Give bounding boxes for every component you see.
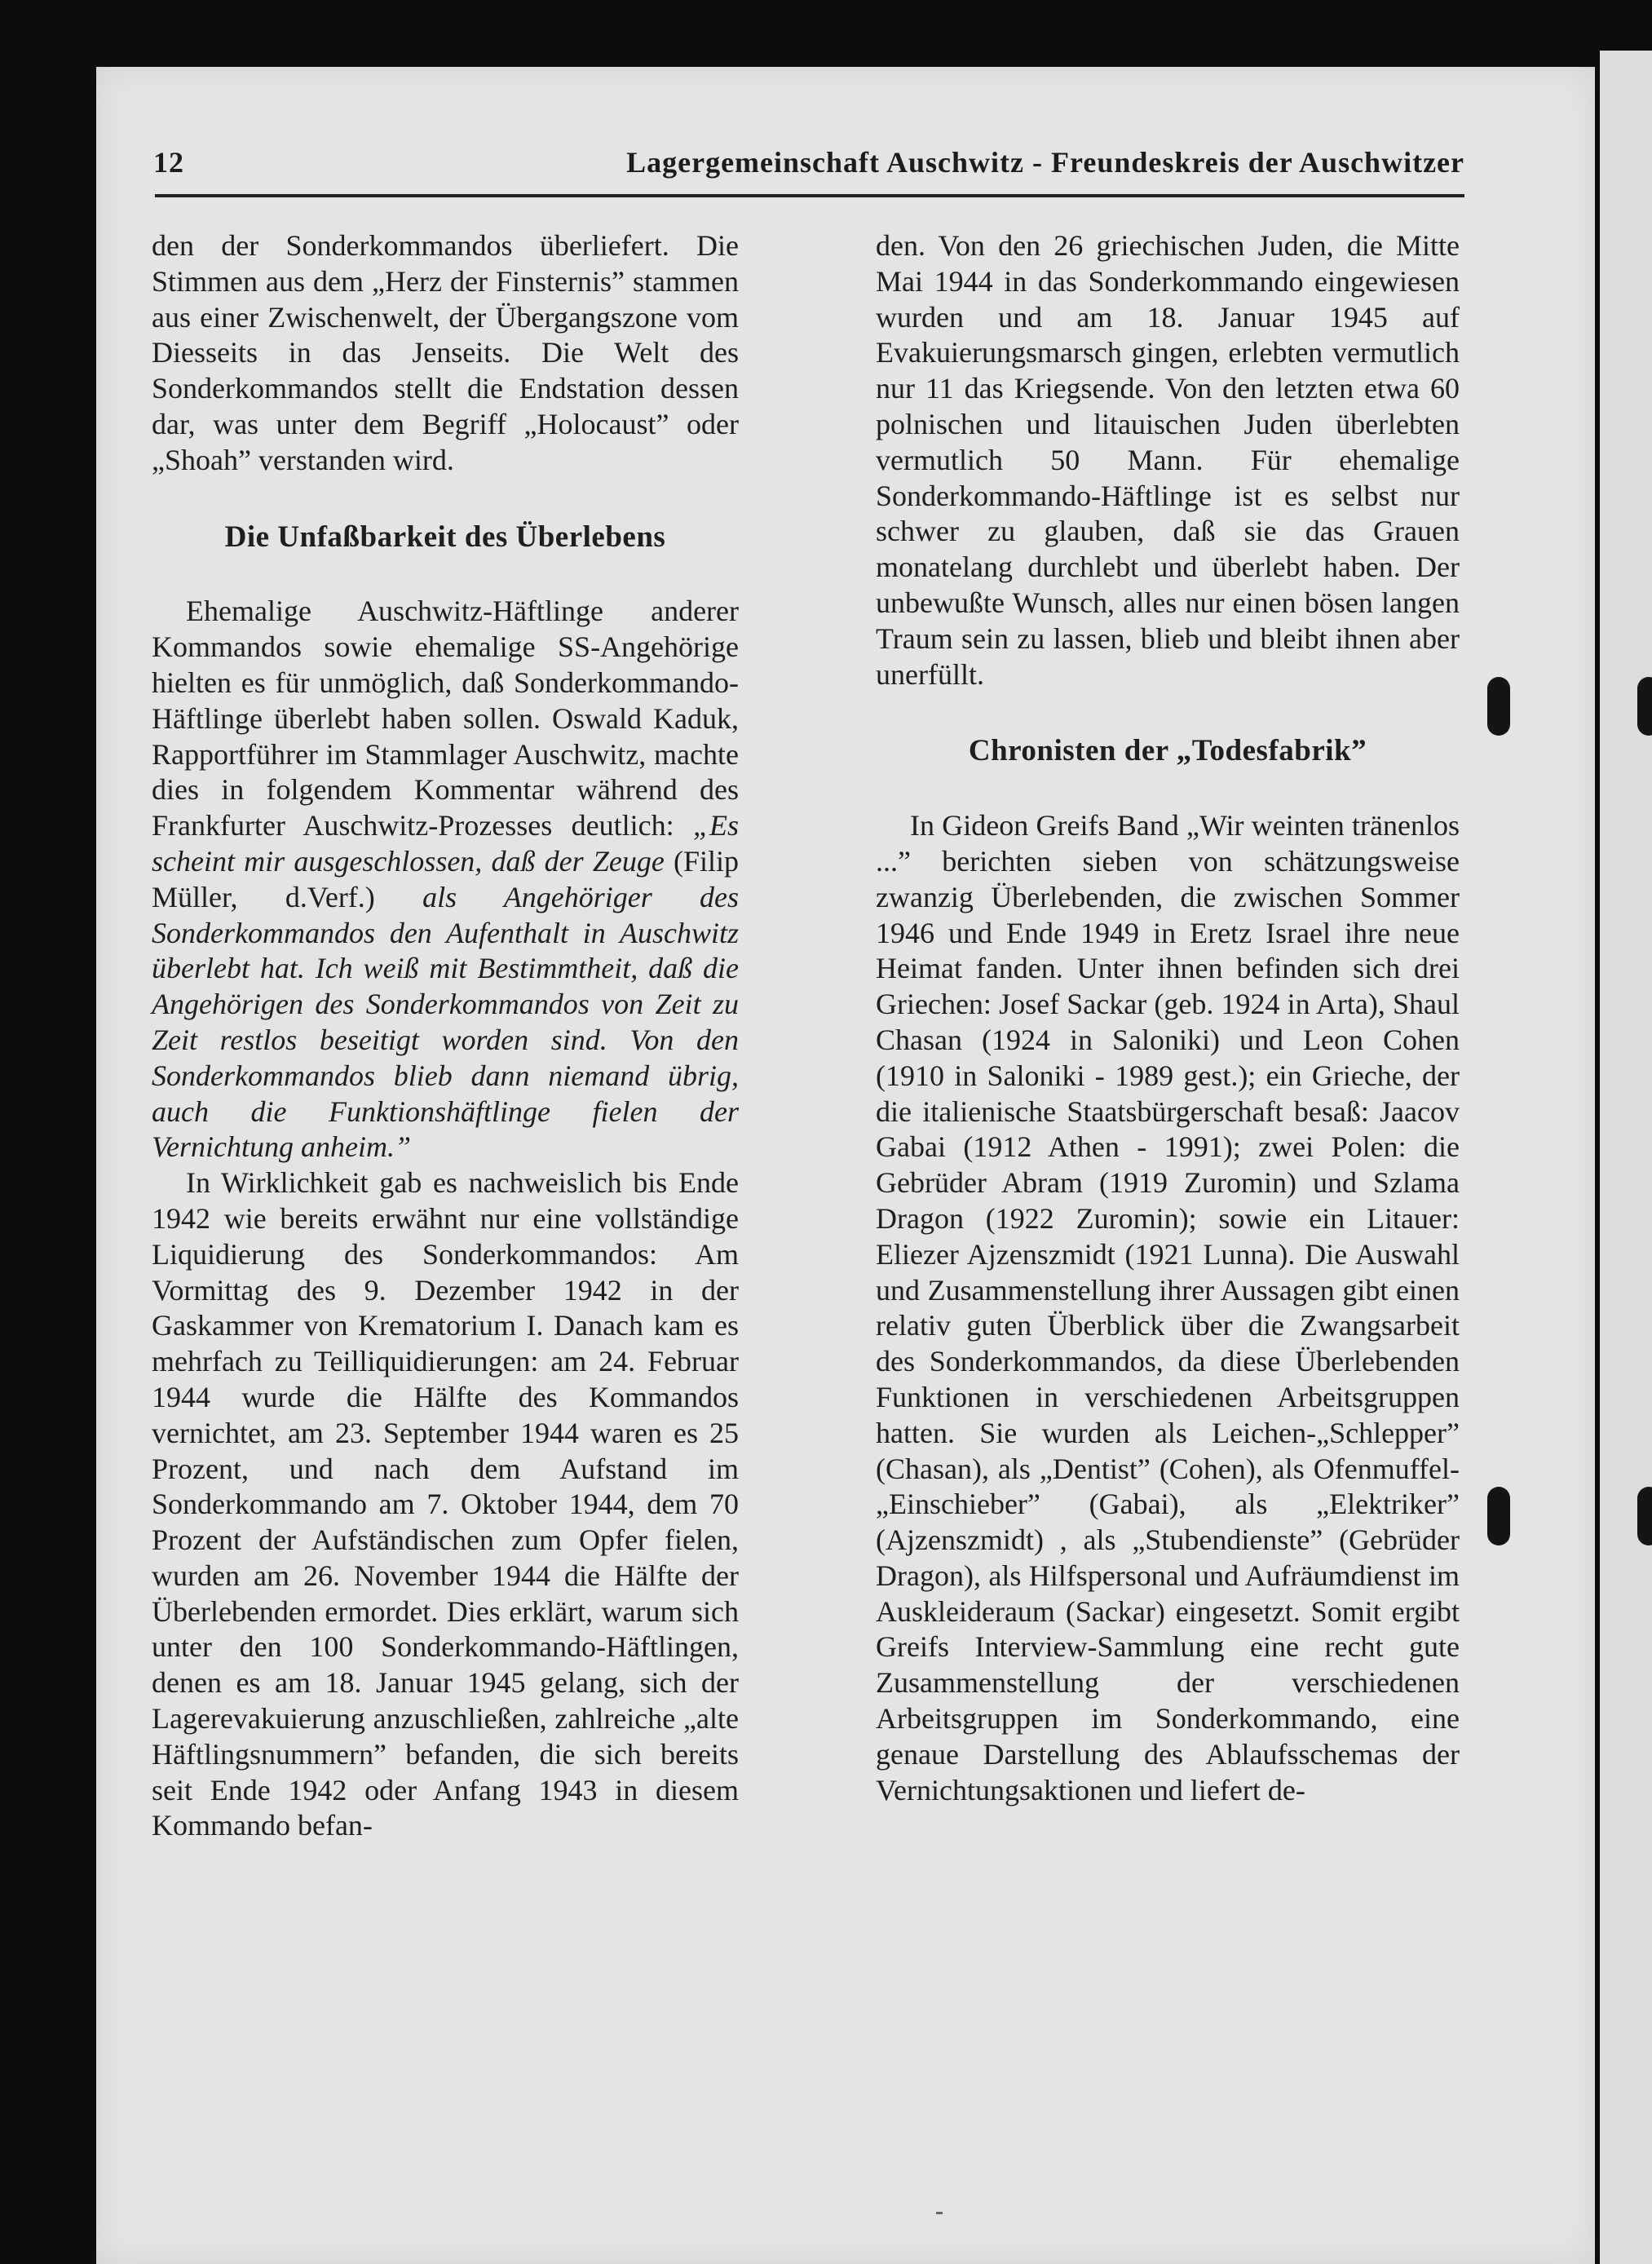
right-column	[876, 228, 1460, 1808]
running-title: Lagergemeinschaft Auschwitz - Freundeskreis der Auschwitzer	[626, 146, 1464, 179]
right-paragraph-2: In Gideon Greifs Band „Wir weinten tränenlos ...” berichten sieben von schätzungsweise zwanzig Überlebenden, die zwischen Sommer 1946 und Ende 1949 in Eretz Israel ihre neue Heimat fanden. Unter ihnen befinden sich drei Griechen: Josef Sackar (geb. 1924 in Arta), Shaul Chasan (1924 in Saloniki) und Leon Cohen (1910 in Saloniki - 1989 gest.); ein Grieche, der die italienische Staatsbürgerschaft besaß: Jaacov Gabai (1912 Athen - 1991); zwei Polen: die Gebrüder Abram (1919 Zuromin) und Szlama Dragon (1922 Zuromin); sowie ein Litauer: Eliezer Ajzenszmidt (1921 Lunna). Die Auswahl und Zusammenstellung ihrer Aussagen gibt einen relativ guten Überblick über die Zwangsarbeit des Sonderkommandos, da diese Überlebenden Funktionen in verschiedenen Arbeitsgruppen hatten. Sie wurden als Leichen-„Schlepper” (Chasan), als „Dentist” (Cohen), als Ofenmuffel-„Einschieber” (Gabai), als „Elektriker” (Ajzenszmidt) , als „Stubendienste” (Gebrüder Dragon), als Hilfspersonal und Aufräumdienst im Auskleideraum (Sackar) eingesetzt. Somit ergibt Greifs Interview-Sammlung eine recht gute Zusammenstellung der verschiedenen Arbeitsgruppen im Sonderkommando, eine genaue Darstellung des Ablaufsschemas der Vernichtungsaktionen und liefert de-	[876, 809, 1460, 1806]
header-rule	[155, 194, 1464, 197]
punch-hole-right-upper	[1637, 677, 1652, 736]
next-page-edge	[1600, 51, 1652, 2264]
section-heading-survival: Die Unfaßbarkeit des Überlebens	[224, 520, 666, 554]
left-p2-quote-1: „Es scheint mir ausgeschlossen, daß der Zeuge	[152, 809, 739, 878]
left-paragraph-3: In Wirklichkeit gab es nachweislich bis Ende 1942 wie bereits erwähnt nur eine vollständige Liquidierung des Sonderkommandos: Am Vormittag des 9. Dezember 1942 in der Gaskammer von Krematorium I. Danach kam es mehrfach zu Teilliquidierungen: am 24. Februar 1944 wurde die Hälfte des Kommandos vernichtet, am 23. September 1944 waren es 25 Prozent, und nach dem Aufstand im Sonderkommando am 7. Oktober 1944, dem 70 Prozent der Aufständischen zum Opfer fielen, wurden am 26. November 1944 die Hälfte der Überlebenden ermordet. Dies erklärt, warum sich unter den 100 Sonderkommando-Häftlingen, denen es am 18. Januar 1945 gelang, sich der Lagerevakuierung anzuschließen, zahlreiche „alte Häftlingsnummern” befanden, die sich bereits seit Ende 1942 oder Anfang 1943 in diesem Kommando befan-	[152, 1166, 739, 1842]
left-p2-text-1: Ehemalige Auschwitz-Häftlinge anderer Kommandos sowie ehemalige SS-Angehörige hielten es für unmöglich, daß Sonderkommando-Häftlinge überlebt haben sollen. Oswald Kaduk, Rapportführer im Stammlager Auschwitz, machte dies in folgendem Kommentar während des Frankfurter Auschwitz-Prozesses deutlich:	[152, 595, 739, 842]
punch-hole-right-lower	[1637, 1487, 1652, 1545]
left-column	[152, 228, 739, 1844]
section-heading-chroniclers: Chronisten der „Todesfabrik”	[968, 734, 1367, 768]
punch-hole-left-lower	[1487, 1487, 1510, 1545]
page-mark	[936, 2212, 943, 2214]
page-number: 12	[153, 146, 184, 179]
left-p2-text-2: (Filip Müller, d.Verf.)	[152, 844, 739, 913]
punch-hole-left-upper	[1487, 677, 1510, 736]
running-header	[153, 145, 1464, 179]
left-paragraph-1: den der Sonderkommandos überliefert. Die Stimmen aus dem „Herz der Finsternis” stammen aus einer Zwischenwelt, der Übergangszone vom Diesseits in das Jenseits. Die Welt des Sonderkommandos stellt die Endstation dessen dar, was unter dem Begriff „Holocaust” oder „Shoah” verstanden wird.	[152, 229, 739, 476]
right-paragraph-1: den. Von den 26 griechischen Juden, die Mitte Mai 1944 in das Sonderkommando eingewiesen wurden und am 18. Januar 1945 auf Evakuierungsmarsch gingen, erlebten vermutlich nur 11 das Kriegsende. Von den letzten etwa 60 polnischen und litauischen Juden überlebten vermutlich 50 Mann. Für ehemalige Sonderkommando-Häftlinge ist es selbst nur schwer zu glauben, daß sie das Grauen monatelang durchlebt und überlebt haben. Der unbewußte Wunsch, alles nur einen bösen langen Traum sein zu lassen, blieb und bleibt ihnen aber unerfüllt.	[876, 229, 1460, 691]
left-p2-quote-2: als Angehöriger des Sonderkommandos den Aufenthalt in Auschwitz überlebt hat. Ich weiß mit Bestimmtheit, daß die Angehörigen des Sonderkommandos von Zeit zu Zeit restlos beseitigt worden sind. Von den Sonderkommandos blieb dann niemand übrig, auch die Funktionshäftlinge fielen der Vernichtung anheim.”	[152, 880, 739, 1164]
left-paragraph-2	[152, 594, 739, 1165]
